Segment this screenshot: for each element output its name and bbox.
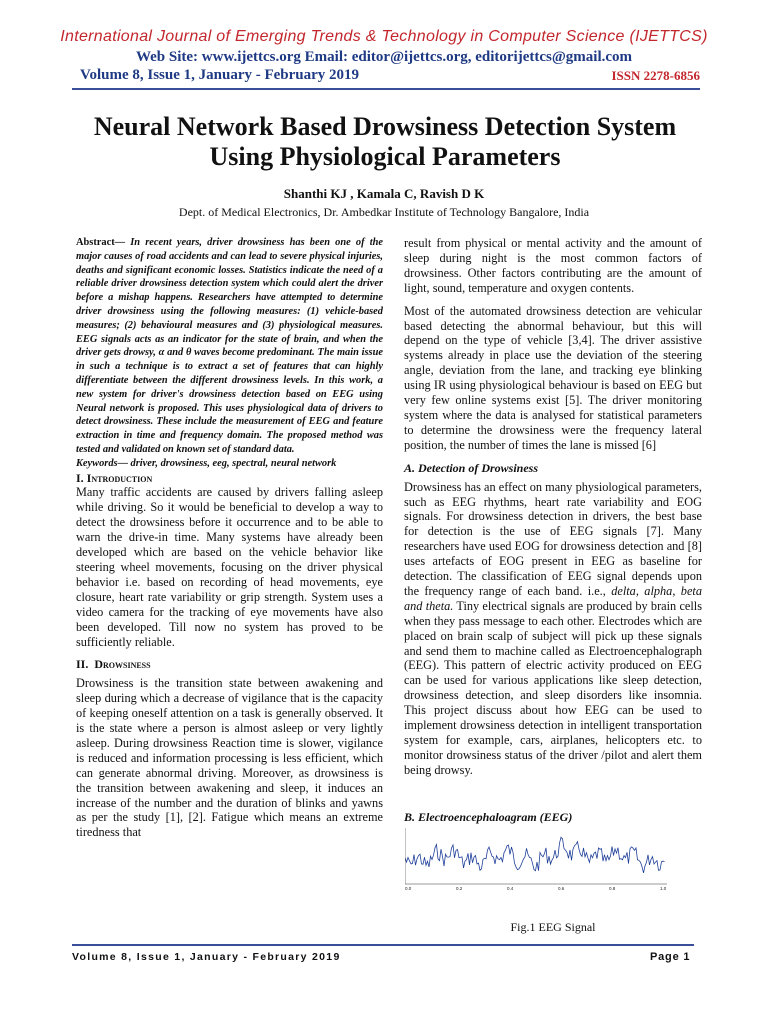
volume-issue: Volume 8, Issue 1, January - February 2019	[80, 67, 360, 83]
eeg-signal-trace	[405, 837, 665, 873]
subsection-heading-detection: A. Detection of Drowsiness	[404, 460, 539, 475]
drowsiness-paragraph: Drowsiness is the transition state between awakening and sleep during which a decrease of vigilance that is the capacity of keeping oneself attention on a task is generally observed. It is the state where a person is almost asleep or very lightly asleep. During drowsiness Reaction time is slower, vigilance is reduced and information processing is less efficient, which can generate abnormal driving. Moreover, as drowsiness is the transition between awakening and sleep, it induces an increase of the number and the duration of blinks and yawns as per the study [1], [2]. Fatigue which means an extreme tiredness that	[76, 676, 383, 840]
paper-title: Neural Network Based Drowsiness Detection System Using Physiological Parameters	[93, 112, 677, 171]
section-heading-introduction	[76, 471, 383, 486]
header-rule	[72, 88, 700, 90]
page-number: Page 1	[650, 951, 691, 963]
detection-paragraph: Drowsiness has an effect on many physiological parameters, such as EEG rhythms, heart rate variability and EOG signals. For drowsiness detection in drivers, the best base for detection is the use of EEG signals [7]. Many researchers have used EOG for drowsiness detection and [8] uses artefacts of EOG present in EEG as baseline for detection. The classification of EEG signal depends upon the frequency range of each band. i.e., delta, alpha, beta and theta. Tiny electrical signals are produced by brain cells when they pass message to each other. Electrodes which are placed on brain scalp of subject will pick up these signals and send them to machine called as Electroencephalograph (EEG). This pattern of electric activity produced on EEG can be used for various applications like sleep detection, drowsiness detection, and sleep disorders like insomnia. This project discuss about how EEG can be used to implement drowsiness detection in intelligent transportation system for example, cars, airplanes, helicopters etc. to monitor drowsiness status of the driver /pilot and alert them being drowsy.	[404, 479, 702, 777]
eeg-tick-label: 0.4	[507, 886, 514, 891]
eeg-tick-label: 0.8	[609, 886, 616, 891]
right-column	[404, 236, 702, 829]
eeg-tick-label: 0.2	[456, 886, 463, 891]
left-column	[76, 236, 383, 840]
abstract-text: In recent years, driver drowsiness has been one of the major causes of road accidents and can lead to severe physical injuries, deaths and significant economic losses. Statistics indicate the need of a reliable driver drowsiness detection system which could alert the driver before a mishap happens. Researchers have attempted to determine driver drowsiness using the following measures: (1) vehicle-based measures; (2) behavioural measures and (3) physiological measures. EEG signals acts as an indicator for the state of brain, and when the driver gets drowsy, α and θ waves become predominant. The main issue in such a technique is to extract a set of features that can highly differentiate between the different drowsiness levels. In this work, a new system for driver's drowsiness detection based on EEG using Neural network is proposed. This uses physiological data of drivers to detect drowsiness. These include the measurement of EEG and feature extraction in time and frequency domain. The proposed method was tested and validated on known set of standard data.	[76, 237, 383, 455]
section-title: Drowsiness	[94, 657, 151, 672]
abstract	[76, 236, 383, 457]
section-title: Introduction	[86, 470, 153, 485]
subsection-heading-eeg: B. Electroencephaloagram (EEG)	[404, 809, 573, 824]
section-heading-drowsiness	[76, 657, 383, 672]
eeg-signal-figure	[405, 828, 667, 892]
issn: ISSN 2278-6856	[611, 68, 700, 83]
journal-website-line: Web Site: www.ijettcs.org Email: editor@ijettcs.org, editorijettcs@gmail.com	[135, 49, 633, 65]
figure-caption: Fig.1 EEG Signal	[510, 920, 596, 934]
right-paragraph-1: result from physical or mental activity and the amount of sleep during night is the most common factors of drowsiness. Other factors contributing are the amount of light, sound, temperature and oxygen contents.	[404, 236, 702, 295]
eeg-tick-label: 1.0	[660, 886, 667, 891]
keywords: Keywords— driver, drowsiness, eeg, spectral, neural network	[76, 457, 337, 469]
right-paragraph-2: Most of the automated drowsiness detection are vehicular based detecting the abnormal behaviour, but this will depend on the type of vehicle [3,4]. The driver assistive systems already in place use the deviation of the steering angle, deviation from the lane, and tracking eye blinking using IR using physiological behaviour is based on EEG but very few online systems exist [5]. The driver monitoring system where the data is analysed for statistical parameters to determine the drowsiness were the frequency lateral position, the number of times the lane is missed [6]	[404, 303, 702, 452]
affiliation: Dept. of Medical Electronics, Dr. Ambedkar Institute of Technology Bangalore, India	[178, 205, 590, 219]
abstract-label: Abstract—	[76, 237, 126, 248]
footer-rule	[72, 944, 694, 946]
footer-volume: Volume 8, Issue 1, January - February 2019	[72, 951, 341, 963]
eeg-tick-label: 0.0	[405, 886, 412, 891]
authors: Shanthi KJ , Kamala C, Ravish D K	[283, 186, 485, 201]
introduction-paragraph: Many traffic accidents are caused by drivers falling asleep while driving. So it would be beneficial to develop a way to detect the drowsiness before it occurrence and to be able to warn the drive-in time. Many systems have already been developed which are based on the vehicle behavior like steering wheel movements, focusing on the driver physical behavior i.e. based on recording of head movements, eye closure, heart rate variability or grip strength. System uses a video camera for the tracking of eye movements have also been developed. Till now no system has proved to be sufficiently reliable.	[76, 485, 383, 649]
eeg-tick-label: 0.6	[558, 886, 565, 891]
journal-name: International Journal of Emerging Trends & Technology in Computer Science (IJETTCS)	[60, 28, 708, 45]
section-number: II.	[76, 657, 89, 672]
section-number: I.	[76, 470, 84, 485]
